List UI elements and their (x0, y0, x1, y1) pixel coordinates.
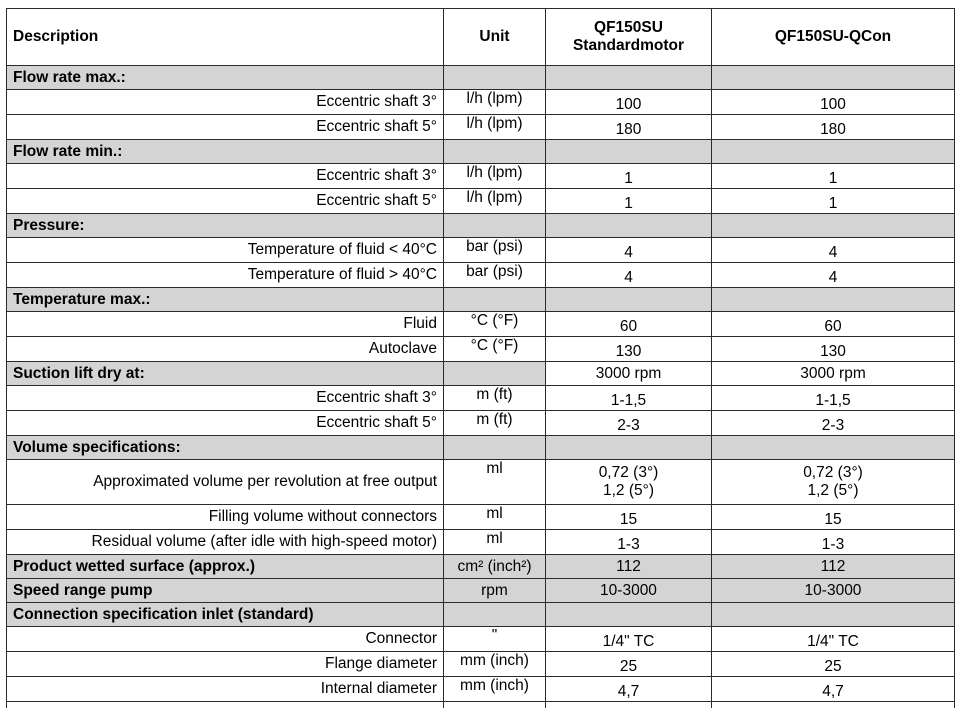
qf150su-qcon-cell: 130 (712, 337, 955, 362)
unit-cell: " (444, 627, 546, 652)
unit-cell: mm (inch) (444, 652, 546, 677)
qf150su-standardmotor-cell: 4,7 (546, 677, 712, 702)
qf150su-standardmotor-cell: 1-1,5 (546, 386, 712, 411)
unit-cell: bar (psi) (444, 238, 546, 263)
header-unit: Unit (444, 9, 546, 66)
qf150su-qcon-cell: 100 (712, 90, 955, 115)
qf150su-standardmotor-cell: 130 (546, 337, 712, 362)
qf150su-qcon-cell (712, 436, 955, 460)
qf150su-qcon-cell: 4 (712, 263, 955, 288)
qf150su-qcon-cell: 25 (712, 652, 955, 677)
unit-cell (444, 362, 546, 386)
qf150su-standardmotor-cell: 4 (546, 238, 712, 263)
qf150su-standardmotor-cell: 100 (546, 90, 712, 115)
empty-cell (546, 702, 712, 709)
table-row (7, 652, 955, 677)
empty-cell (712, 702, 955, 709)
unit-cell (444, 436, 546, 460)
qf150su-qcon-cell (712, 603, 955, 627)
header-row (7, 9, 955, 66)
table-row (7, 263, 955, 288)
qf150su-qcon-cell: 15 (712, 505, 955, 530)
section-row (7, 555, 955, 579)
table-row (7, 530, 955, 555)
qf150su-standardmotor-cell (546, 288, 712, 312)
qf150su-qcon-cell: 1 (712, 164, 955, 189)
section-row (7, 579, 955, 603)
qf150su-qcon-cell (712, 288, 955, 312)
unit-cell (444, 140, 546, 164)
unit-cell: l/h (lpm) (444, 90, 546, 115)
unit-cell: m (ft) (444, 386, 546, 411)
qf150su-standardmotor-cell (546, 603, 712, 627)
qf150su-qcon-cell (712, 66, 955, 90)
qf150su-standardmotor-cell: 3000 rpm (546, 362, 712, 386)
qf150su-standardmotor-cell (546, 436, 712, 460)
description-cell: Fluid (7, 312, 444, 337)
description-cell: Temperature of fluid > 40°C (7, 263, 444, 288)
qf150su-standardmotor-cell: 60 (546, 312, 712, 337)
header-qf150su-qcon: QF150SU-QCon (712, 9, 955, 66)
description-cell: Suction lift dry at: (7, 362, 444, 386)
empty-cell (7, 702, 444, 709)
unit-cell (444, 603, 546, 627)
qf150su-qcon-cell: 2-3 (712, 411, 955, 436)
qf150su-standardmotor-cell: 1/4" TC (546, 627, 712, 652)
qf150su-qcon-cell: 180 (712, 115, 955, 140)
spec-table (6, 8, 955, 708)
description-cell: Flow rate max.: (7, 66, 444, 90)
table-row (7, 677, 955, 702)
unit-cell: °C (°F) (444, 312, 546, 337)
header-qf150su-standardmotor: QF150SU Standardmotor (546, 9, 712, 66)
qf150su-standardmotor-cell: 1 (546, 164, 712, 189)
description-cell: Temperature max.: (7, 288, 444, 312)
description-cell: Eccentric shaft 3° (7, 90, 444, 115)
table-row (7, 386, 955, 411)
qf150su-qcon-cell: 112 (712, 555, 955, 579)
qf150su-qcon-cell: 4,7 (712, 677, 955, 702)
qf150su-qcon-cell: 1-3 (712, 530, 955, 555)
description-cell: Flow rate min.: (7, 140, 444, 164)
section-row (7, 214, 955, 238)
qf150su-standardmotor-cell (546, 140, 712, 164)
description-cell: Connector (7, 627, 444, 652)
unit-cell: l/h (lpm) (444, 189, 546, 214)
qf150su-standardmotor-cell: 180 (546, 115, 712, 140)
section-row (7, 140, 955, 164)
qf150su-standardmotor-cell (546, 214, 712, 238)
table-row (7, 312, 955, 337)
qf150su-standardmotor-cell: 1-3 (546, 530, 712, 555)
empty-cell (444, 702, 546, 709)
qf150su-standardmotor-cell: 1 (546, 189, 712, 214)
table-row (7, 337, 955, 362)
unit-cell: bar (psi) (444, 263, 546, 288)
qf150su-qcon-cell: 3000 rpm (712, 362, 955, 386)
qf150su-standardmotor-cell: 4 (546, 263, 712, 288)
unit-cell: ml (444, 460, 546, 505)
description-cell: Internal diameter (7, 677, 444, 702)
unit-cell: l/h (lpm) (444, 164, 546, 189)
description-cell: Flange diameter (7, 652, 444, 677)
qf150su-qcon-cell (712, 214, 955, 238)
qf150su-qcon-cell (712, 140, 955, 164)
unit-cell: l/h (lpm) (444, 115, 546, 140)
description-cell: Autoclave (7, 337, 444, 362)
description-cell: Pressure: (7, 214, 444, 238)
qf150su-qcon-cell: 60 (712, 312, 955, 337)
qf150su-standardmotor-cell: 25 (546, 652, 712, 677)
table-row (7, 90, 955, 115)
description-cell: Eccentric shaft 5° (7, 411, 444, 436)
qf150su-standardmotor-cell: 10-3000 (546, 579, 712, 603)
description-cell: Temperature of fluid < 40°C (7, 238, 444, 263)
description-cell: Speed range pump (7, 579, 444, 603)
qf150su-standardmotor-cell: 2-3 (546, 411, 712, 436)
table-row (7, 238, 955, 263)
description-cell: Eccentric shaft 3° (7, 386, 444, 411)
qf150su-standardmotor-cell: 0,72 (3°) 1,2 (5°) (546, 460, 712, 505)
header-description: Description (7, 9, 444, 66)
description-cell: Eccentric shaft 5° (7, 115, 444, 140)
description-cell: Approximated volume per revolution at free output (7, 460, 444, 505)
qf150su-qcon-cell: 4 (712, 238, 955, 263)
unit-cell (444, 288, 546, 312)
description-cell: Volume specifications: (7, 436, 444, 460)
table-row (7, 505, 955, 530)
description-cell: Eccentric shaft 5° (7, 189, 444, 214)
unit-cell: mm (inch) (444, 677, 546, 702)
unit-cell (444, 66, 546, 90)
description-cell: Product wetted surface (approx.) (7, 555, 444, 579)
table-row (7, 189, 955, 214)
section-row (7, 66, 955, 90)
qf150su-standardmotor-cell: 15 (546, 505, 712, 530)
section-row (7, 362, 955, 386)
description-cell: Connection specification inlet (standard) (7, 603, 444, 627)
qf150su-qcon-cell: 10-3000 (712, 579, 955, 603)
description-cell: Residual volume (after idle with high-speed motor) (7, 530, 444, 555)
unit-cell: m (ft) (444, 411, 546, 436)
section-row (7, 603, 955, 627)
qf150su-qcon-cell: 0,72 (3°) 1,2 (5°) (712, 460, 955, 505)
description-cell: Eccentric shaft 3° (7, 164, 444, 189)
unit-cell: °C (°F) (444, 337, 546, 362)
section-row (7, 436, 955, 460)
table-row (7, 460, 955, 505)
qf150su-qcon-cell: 1-1,5 (712, 386, 955, 411)
unit-cell: cm² (inch²) (444, 555, 546, 579)
qf150su-standardmotor-cell: 112 (546, 555, 712, 579)
section-row (7, 288, 955, 312)
unit-cell: ml (444, 505, 546, 530)
qf150su-qcon-cell: 1/4" TC (712, 627, 955, 652)
unit-cell: rpm (444, 579, 546, 603)
table-row (7, 627, 955, 652)
qf150su-standardmotor-cell (546, 66, 712, 90)
table-row (7, 411, 955, 436)
table-row (7, 164, 955, 189)
description-cell: Filling volume without connectors (7, 505, 444, 530)
table-row (7, 115, 955, 140)
qf150su-qcon-cell: 1 (712, 189, 955, 214)
unit-cell (444, 214, 546, 238)
table-row-partial (7, 702, 955, 709)
unit-cell: ml (444, 530, 546, 555)
